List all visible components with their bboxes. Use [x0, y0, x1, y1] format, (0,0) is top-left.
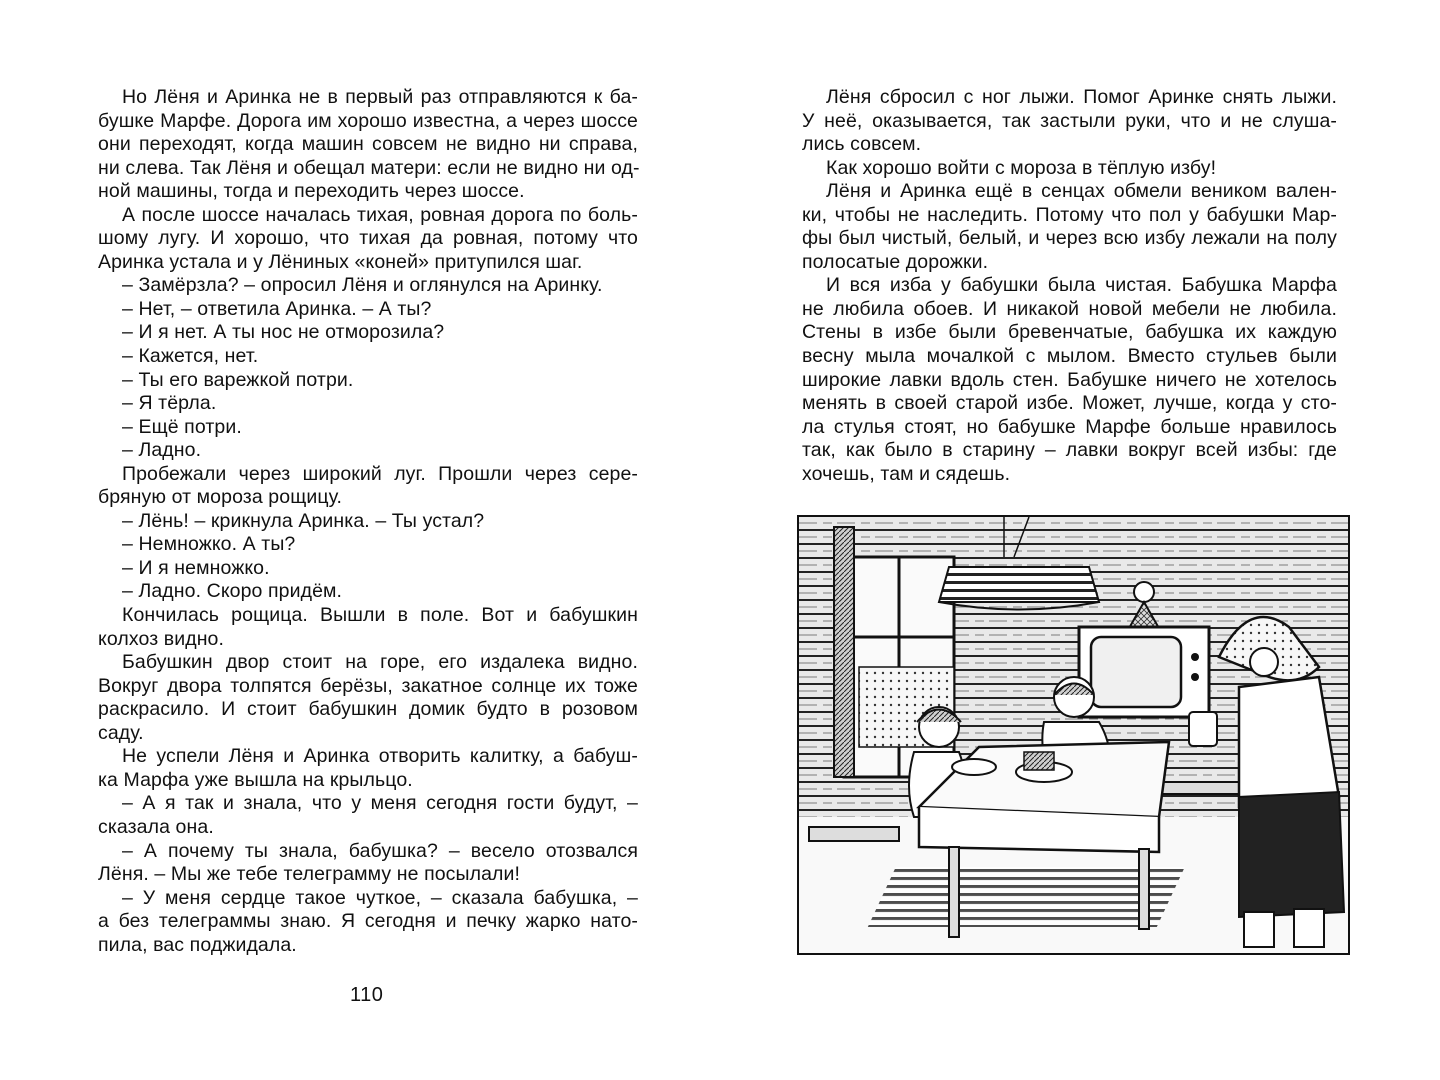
text-line: Бабушкин двор стоит на горе, его издалека видно.: [122, 651, 638, 674]
illustration-izba-interior: [797, 515, 1350, 955]
right-text-column: [802, 86, 1337, 486]
text-line: – А я так и знала, что у меня сегодня гости будут, –: [122, 792, 638, 815]
text-line: Но Лёня и Аринка не в первый раз отправляются к ба-: [122, 86, 638, 108]
text-line: – А почему ты знала, бабушка? – весело отозвался: [122, 839, 638, 862]
text-line: бушке Марфе. Дорога им хорошо известна, а через шоссе: [98, 109, 638, 132]
page-number: 110: [350, 984, 384, 1006]
text-line: саду.: [98, 721, 144, 744]
text-line: Не успели Лёня и Аринка отворить калитку, а бабуш-: [122, 745, 638, 768]
text-line: сказала она.: [98, 815, 214, 838]
text-line: шому лугу. И хорошо, что тихая да ровная, потому что: [98, 227, 638, 250]
text-line: – Ладно.: [122, 439, 202, 462]
text-line: менять в своей старой избе. Может, лучше, когда у сто-: [802, 392, 1337, 415]
text-line: Аринка устала и у Лёниных «коней» притупился шаг.: [98, 250, 583, 273]
text-line: Вокруг двора толпятся берёзы, закатное солнце их тоже: [98, 674, 638, 697]
text-line: Лёня. – Мы же тебе телеграмму не посылали!: [98, 863, 521, 886]
television: [1079, 627, 1209, 717]
text-line: Кончилась рощица. Вышли в поле. Вот и бабушкин: [122, 604, 638, 627]
text-line: – Немножко. А ты?: [122, 533, 296, 556]
text-line: широкие лавки вдоль стен. Бабушке ничего не хотелось: [802, 368, 1337, 391]
text-line: И вся изба у бабушки была чистая. Бабушка Марфа: [826, 274, 1337, 297]
text-line: – Я тёрла.: [122, 392, 217, 415]
text-line: Лёня и Аринка ещё в сенцах обмели веником вален-: [826, 180, 1337, 203]
bench-left: [809, 827, 899, 841]
text-line: – У меня сердце такое чуткое, – сказала бабушка, –: [122, 886, 638, 909]
illustration-drawing: [799, 517, 1348, 953]
text-line: – Ты его варежкой потри.: [122, 368, 354, 391]
text-line: – Замёрзла? – опросил Лёня и оглянулся на Аринку.: [122, 274, 603, 297]
text-line: – Кажется, нет.: [122, 345, 259, 368]
text-line: – Ещё потри.: [122, 415, 242, 438]
left-text-column: [98, 86, 638, 957]
text-line: Стены в избе были бревенчатые, бабушка их каждую: [802, 321, 1337, 344]
text-line: – Ладно. Скоро придём.: [122, 580, 343, 603]
text-line: бряную от мороза рощицу.: [98, 486, 343, 509]
text-line: – Лёнь! – крикнула Аринка. – Ты устал?: [122, 509, 485, 532]
text-line: – Нет, – ответила Аринка. – А ты?: [122, 297, 432, 320]
text-line: фы был чистый, белый, и через всю избу лежали на полу: [802, 227, 1337, 250]
text-line: весну мыла мочалкой с мылом. Вместо стульев были: [802, 345, 1337, 368]
text-line: А после шоссе началась тихая, ровная дорога по боль-: [122, 203, 638, 226]
text-line: пила, вас поджидала.: [98, 933, 297, 956]
text-line: лись совсем.: [802, 133, 922, 156]
text-line: раскрасило. И стоит бабушкин домик будто в розовом: [98, 698, 638, 721]
text-line: Лёня сбросил с ног лыжи. Помог Аринке снять лыжи.: [826, 86, 1337, 108]
text-line: Как хорошо войти с мороза в тёплую избу!: [826, 156, 1217, 179]
text-line: ла стулья стоят, но бабушке Марфе больше нравилось: [802, 415, 1337, 438]
text-line: Пробежали через широкий луг. Прошли через сере-: [122, 462, 638, 485]
text-line: ки, чтобы не наследить. Потому что пол у бабушки Мар-: [802, 203, 1337, 226]
text-line: так, как было в старину – лавки вокруг всей избы: где: [802, 439, 1337, 462]
text-line: хочешь, там и сядешь.: [802, 462, 1011, 485]
text-line: ной машины, тогда и переходить через шоссе.: [98, 180, 525, 203]
text-line: – И я немножко.: [122, 556, 270, 579]
text-line: – И я нет. А ты нос не отморозила?: [122, 321, 445, 344]
text-line: не любила обоев. И никакой новой мебели не любила.: [802, 297, 1337, 320]
striped-rug: [868, 867, 1185, 927]
text-line: У неё, оказывается, так застыли руки, что и не слуша-: [802, 109, 1337, 132]
text-line: они переходят, когда машин совсем не видно ни справа,: [98, 133, 638, 156]
text-line: а без телеграммы знаю. Я сегодня и печку жарко нато-: [98, 910, 638, 933]
text-line: колхоз видно.: [98, 627, 225, 650]
text-line: ка Марфа уже вышла на крыльцо.: [98, 768, 413, 791]
text-line: ни слева. Так Лёня и обещал матери: если не видно ни од-: [98, 156, 640, 179]
text-line: полосатые дорожки.: [802, 250, 989, 273]
